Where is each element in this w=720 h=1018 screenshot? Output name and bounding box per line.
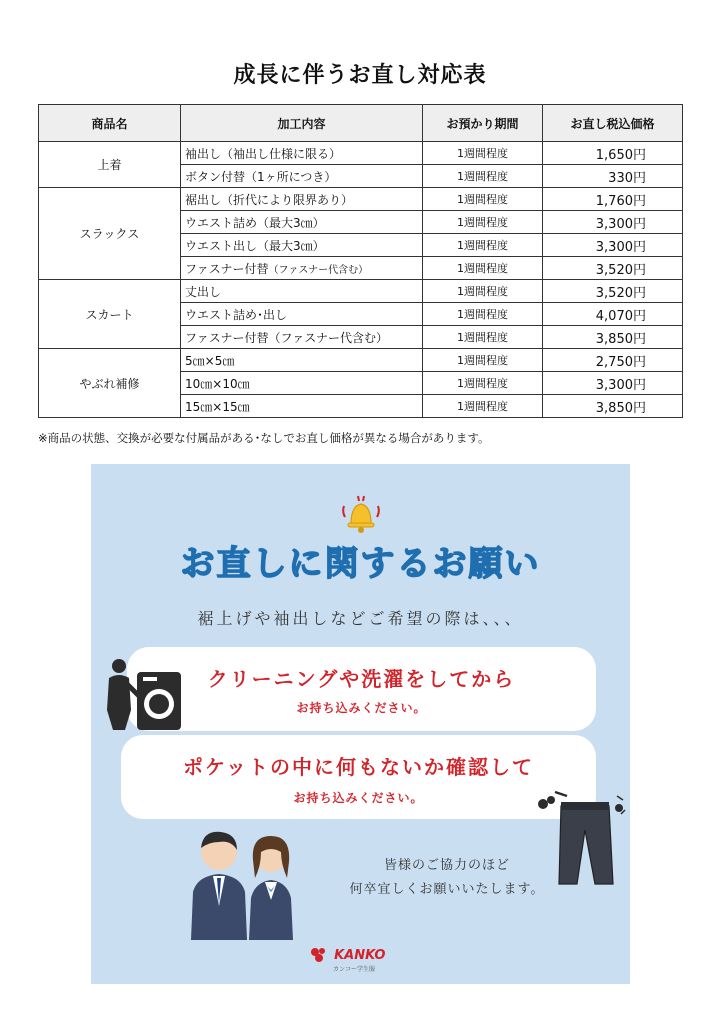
price-cell: 330円 (543, 165, 683, 188)
item-cell: 裾出し（折代により限界あり） (181, 188, 423, 211)
period-cell: 1週間程度 (423, 349, 543, 372)
request-poster (91, 464, 630, 984)
price-cell: 3,300円 (543, 234, 683, 257)
table-header-row (39, 105, 683, 142)
header-period: お預かり期間 (423, 105, 543, 142)
header-product: 商品名 (39, 105, 181, 142)
price-cell: 3,850円 (543, 326, 683, 349)
poster-title: お直しに関するお願い (180, 544, 541, 584)
item-cell: 袖出し（袖出し仕様に限る） (181, 142, 423, 165)
price-cell: 1,760円 (543, 188, 683, 211)
item-cell: 15㎝×15㎝ (181, 395, 423, 418)
category-repair: やぶれ補修 (39, 349, 181, 418)
period-cell: 1週間程度 (423, 395, 543, 418)
period-cell: 1週間程度 (423, 303, 543, 326)
price-cell: 3,300円 (543, 211, 683, 234)
poster-subtitle: 裾上げや袖出しなどご希望の際は、、、 (197, 609, 524, 628)
period-cell: 1週間程度 (423, 188, 543, 211)
table-row (39, 188, 683, 211)
price-cell: 3,520円 (543, 280, 683, 303)
item-cell: ボタン付替（1ヶ所につき） (181, 165, 423, 188)
price-note: ※商品の状態、交換が必要な付属品がある･なしでお直し価格が異なる場合があります。 (38, 431, 490, 445)
closing-message (327, 854, 567, 902)
price-cell: 3,850円 (543, 395, 683, 418)
page-title: 成長に伴うお直し対応表 (233, 63, 487, 88)
period-cell: 1週間程度 (423, 142, 543, 165)
table-row (39, 142, 683, 165)
category-slacks: スラックス (39, 188, 181, 280)
price-cell: 1,650円 (543, 142, 683, 165)
card-cleaning-heading: クリーニングや洗濯をしてから (207, 667, 516, 691)
period-cell: 1週間程度 (423, 326, 543, 349)
period-cell: 1週間程度 (423, 372, 543, 395)
period-cell: 1週間程度 (423, 280, 543, 303)
period-cell: 1週間程度 (423, 211, 543, 234)
price-cell: 3,520円 (543, 257, 683, 280)
price-table (38, 104, 683, 418)
card-cleaning-body: お持ち込みください。 (296, 701, 427, 715)
price-cell: 3,300円 (543, 372, 683, 395)
item-cell: ウエスト詰め･出し (181, 303, 423, 326)
period-cell: 1週間程度 (423, 257, 543, 280)
header-work: 加工内容 (181, 105, 423, 142)
students-illustration (183, 820, 307, 940)
request-card-pockets (121, 735, 596, 819)
price-cell: 4,070円 (543, 303, 683, 326)
kanko-logo-icon (309, 946, 329, 964)
brand-name: KANKO (334, 948, 386, 963)
header-price: お直し税込価格 (543, 105, 683, 142)
brand-subtitle: カンコー学生服 (333, 965, 376, 973)
closing-line-2: 何卒宜しくお願いいたします。 (349, 882, 545, 897)
item-note: （ファスナー代含む） (268, 264, 369, 276)
price-cell: 2,750円 (543, 349, 683, 372)
card-pockets-body: お持ち込みください。 (293, 791, 424, 805)
brand-logo (309, 944, 385, 973)
bell-icon (339, 492, 383, 536)
card-pockets-heading: ポケットの中に何もないか確認して (183, 755, 534, 779)
table-row (39, 349, 683, 372)
item-text: ファスナー付替 (185, 261, 269, 276)
item-cell: ウエスト詰め（最大3㎝） (181, 211, 423, 234)
period-cell: 1週間程度 (423, 165, 543, 188)
category-skirt: スカート (39, 280, 181, 349)
table-row (39, 280, 683, 303)
item-cell: ファスナー付替（ファスナー代含む） (181, 326, 423, 349)
item-cell: 10㎝×10㎝ (181, 372, 423, 395)
washing-machine-icon (101, 656, 185, 732)
category-jacket: 上着 (39, 142, 181, 188)
item-cell: 丈出し (181, 280, 423, 303)
period-cell: 1週間程度 (423, 234, 543, 257)
item-cell: 5㎝×5㎝ (181, 349, 423, 372)
closing-line-1: 皆様のご協力のほど (383, 858, 510, 873)
item-cell: ウエスト出し（最大3㎝） (181, 234, 423, 257)
request-card-cleaning (127, 647, 596, 731)
item-cell (181, 257, 423, 280)
